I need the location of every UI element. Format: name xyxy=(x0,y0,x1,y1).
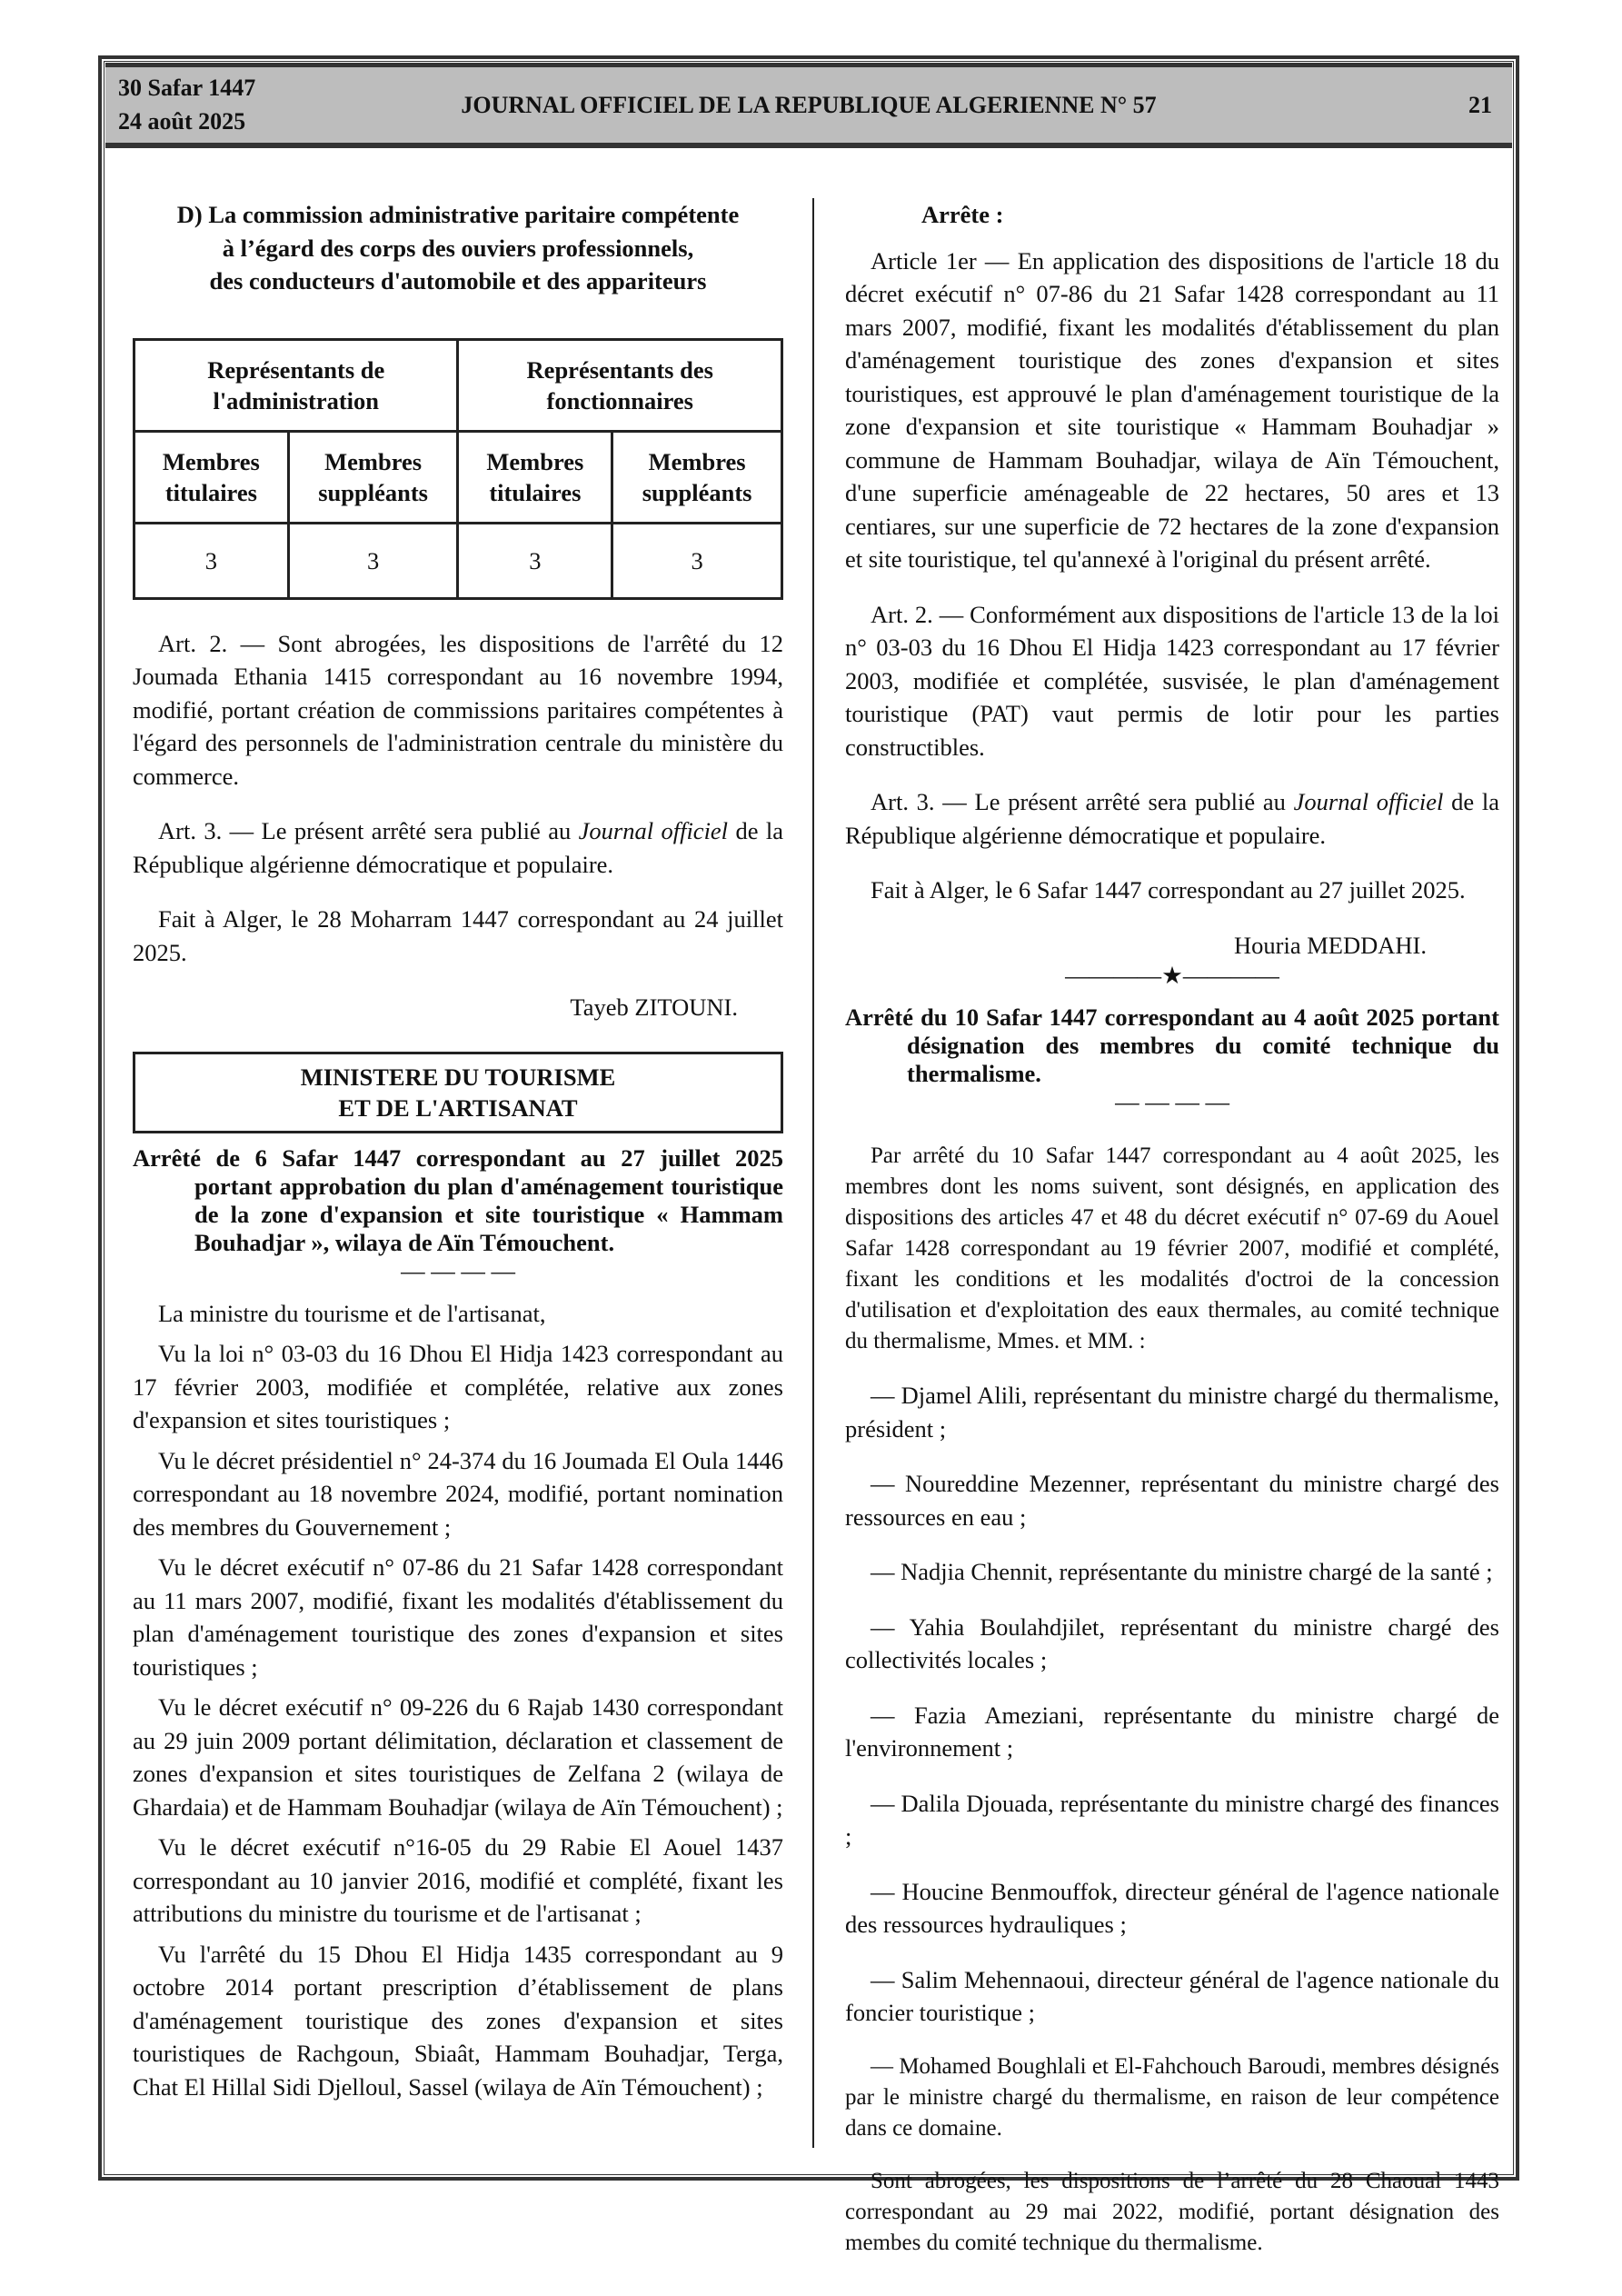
table-cell: 3 xyxy=(612,523,782,598)
vu-paragraph: Vu le décret exécutif n°16-05 du 29 Rabie El Aouel 1437 correspondant au 10 janvier 2016, modifié et complété, fixant les attributions du ministre du tourisme et de l'artisanat ; xyxy=(133,1833,783,1927)
decree-intro: Par arrêté du 10 Safar 1447 correspondant au 4 août 2025, les membres dont les noms suivent, sont désignés, en application des dispositions des articles 47 et 48 du décret exécutif n° 07-69 du Aouel Safar 1428 correspondant au 19 février 2007, modifié et complété, fixant les conditions et les modalités d'octroi de la concession d'utilisation et d'exploitation des eaux thermales, au comité technique du thermalisme, Mmes. et MM. : xyxy=(845,1143,1499,1353)
commission-table xyxy=(133,338,783,600)
article-3 xyxy=(845,785,1499,852)
member-item: — Yahia Boulahdjilet, représentant du ministre chargé des collectivités locales ; xyxy=(845,1612,1499,1673)
ministry-box xyxy=(133,1052,783,1133)
section-heading xyxy=(133,198,783,298)
article-3-text: de la République algérienne démocratique et populaire. xyxy=(845,788,1499,849)
vu-paragraph: Vu l'arrêté du 15 Dhou El Hidja 1435 correspondant au 9 octobre 2014 portant prescription d’établissement de plans d'aménagement touristique des zones d'expansion et sites touristiques de Rachgoun, Sbiaât, Hammam Bouhadjar, Terga, Chat El Hillal Sidi Djelloul, Sassel (wilaya de Aïn Témouchent) ; xyxy=(133,1940,783,2101)
member-item: — Nadjia Chennit, représentante du ministre chargé de la santé ; xyxy=(871,1558,1493,1585)
table-group-header: Représentants de l'administration xyxy=(134,339,458,431)
member-item: — Fazia Ameziani, représentante du ministre chargé de l'environnement ; xyxy=(845,1701,1499,1762)
page-number: 21 xyxy=(1468,92,1492,118)
article-3-text: Art. 3. — Le présent arrêté sera publié au xyxy=(158,817,579,844)
heading-line: à l’égard des corps des ouviers professionnels, xyxy=(222,234,694,262)
table-cell: 3 xyxy=(134,523,289,598)
table-cell: 3 xyxy=(288,523,458,598)
member-item: — Noureddine Mezenner, représentant du ministre chargé des ressources en eau ; xyxy=(845,1470,1499,1531)
decree-title: Arrêté de 6 Safar 1447 correspondant au 27 juillet 2025 portant approbation du plan d'aménagement touristique de la zone d'expansion et site touristique « Hammam Bouhadjar », wilaya de Aïn Témouchent. xyxy=(133,1143,783,1256)
header-date-gregorian: 24 août 2025 xyxy=(118,108,246,135)
table-column-header: Membres titulaires xyxy=(134,431,289,523)
closing-paragraph: Sont abrogées, les dispositions de l’arrêté du 28 Chaoual 1443 correspondant au 29 mai 2022, modifié, portant désignation des membes du comité technique du thermalisme. xyxy=(845,2168,1499,2255)
fait-a-alger: Fait à Alger, le 6 Safar 1447 correspondant au 27 juillet 2025. xyxy=(871,876,1466,903)
member-item: — Dalila Djouada, représentante du ministre chargé des finances ; xyxy=(845,1789,1499,1850)
table-group-header: Représentants des fonctionnaires xyxy=(458,339,782,431)
article-2: Art. 2. — Conformément aux dispositions de l'article 13 de la loi n° 03-03 du 16 Dhou El Hidja 1423 correspondant au 17 février 2003, modifiée et complétée, susvisée, le plan d'aménagement touristique (PAT) vaut permis de lotir pour les parties constructibles. xyxy=(845,600,1499,761)
article-2: Art. 2. — Sont abrogées, les dispositions de l'arrêté du 12 Joumada Ethania 1415 correspondant au 16 novembre 1994, modifié, portant création de commissions paritaires compétentes à l'égard des personnels de l'administration centrale du ministère du commerce. xyxy=(133,629,783,790)
header-date-hijri: 30 Safar 1447 xyxy=(118,75,256,101)
article-1: Article 1er — En application des dispositions de l'article 18 du décret exécutif n° 07-86 du 21 Safar 1428 correspondant au 11 mars 2007, modifié, fixant les modalités d'établissement du plan d'aménagement touristique des zones d'expansion et sites touristiques, est approuvé le plan d'aménagement touristique de la zone d'expansion et site touristique « Hammam Bouhadjar » commune de Hammam Bouhadjar, wilaya de Aïn Témouchent, d'une superficie aménageable de 22 hectares, 50 ares et 13 centiares, sur une superficie de 72 hectares de la zone d'expansion et site touristique, tel qu'annexé à l'original du présent arrêté. xyxy=(845,246,1499,573)
vu-paragraph: Vu le décret présidentiel n° 24-374 du 16 Joumada El Oula 1446 correspondant au 18 novembre 2024, modifié, portant nomination des membres du Gouvernement ; xyxy=(133,1446,783,1541)
column-divider xyxy=(812,198,814,2148)
right-column xyxy=(845,198,1499,2259)
intro: La ministre du tourisme et de l'artisanat, xyxy=(158,1299,546,1327)
left-column xyxy=(133,198,783,2103)
ministry-name: ET DE L'ARTISANAT xyxy=(338,1093,578,1122)
decree-title: Arrêté du 10 Safar 1447 correspondant au 4 août 2025 portant désignation des membres du comité technique du thermalisme. xyxy=(845,1003,1499,1087)
heading-line: D) La commission administrative paritaire compétente xyxy=(176,201,740,228)
ministry-name: MINISTERE DU TOURISME xyxy=(300,1063,616,1091)
vu-paragraph: Vu le décret exécutif n° 07-86 du 21 Safar 1428 correspondant au 11 mars 2007, modifié, fixant les modalités d'établissement du plan d'aménagement touristique des zones d'expansion et sites touristiques ; xyxy=(133,1553,783,1681)
table-column-header: Membres titulaires xyxy=(458,431,612,523)
page-header xyxy=(105,63,1512,148)
separator: — — — — xyxy=(1115,1088,1229,1115)
journal-officiel-italic: Journal officiel xyxy=(578,817,729,844)
table-cell: 3 xyxy=(458,523,612,598)
member-item: — Mohamed Boughlali et El-Fahchouch Baroudi, membres désignés par le ministre chargé du thermalisme, en raison de leur compétence dans ce domaine. xyxy=(845,2053,1499,2141)
separator: — — — — xyxy=(401,1256,515,1284)
member-item: — Djamel Alili, représentant du ministre chargé du thermalisme, président ; xyxy=(845,1382,1499,1442)
member-item: — Salim Mehennaoui, directeur général de l'agence nationale du foncier touristique ; xyxy=(845,1965,1499,2026)
member-item: — Houcine Benmouffok, directeur général de l'agence nationale des ressources hydrauliques ; xyxy=(845,1877,1499,1938)
fait-a-alger: Fait à Alger, le 28 Moharram 1447 correspondant au 24 juillet 2025. xyxy=(133,905,783,966)
journal-title: JOURNAL OFFICIEL DE LA REPUBLIQUE ALGERIENNE N° 57 xyxy=(461,92,1157,118)
signature: Houria MEDDAHI. xyxy=(1234,931,1427,959)
journal-officiel-italic: Journal officiel xyxy=(1293,788,1444,815)
vu-paragraph: Vu la loi n° 03-03 du 16 Dhou El Hidja 1423 correspondant au 17 février 2003, modifiée et complétée, relative aux zones d'expansion et sites touristiques ; xyxy=(133,1340,783,1433)
table-column-header: Membres suppléants xyxy=(612,431,782,523)
article-3-text: Art. 3. — Le présent arrêté sera publié au xyxy=(871,788,1294,815)
article-3-text: de la République algérienne démocratique et populaire. xyxy=(133,817,784,878)
signature: Tayeb ZITOUNI. xyxy=(570,993,738,1021)
vu-paragraph: Vu le décret exécutif n° 09-226 du 6 Rajab 1430 correspondant au 29 juin 2009 portant délimitation, déclaration et classement de zones d'expansion et sites touristiques de Zelfana 2 (wilaya de Ghardaia) et de Hammam Bouhadjar (wilaya de Aïn Témouchent) ; xyxy=(133,1693,783,1821)
heading-line: des conducteurs d'automobile et des appariteurs xyxy=(209,267,707,294)
star-separator: ————★———— xyxy=(1065,962,1279,989)
arrete-heading: Arrête : xyxy=(921,201,1004,228)
article-3 xyxy=(133,814,783,881)
table-column-header: Membres suppléants xyxy=(288,431,458,523)
